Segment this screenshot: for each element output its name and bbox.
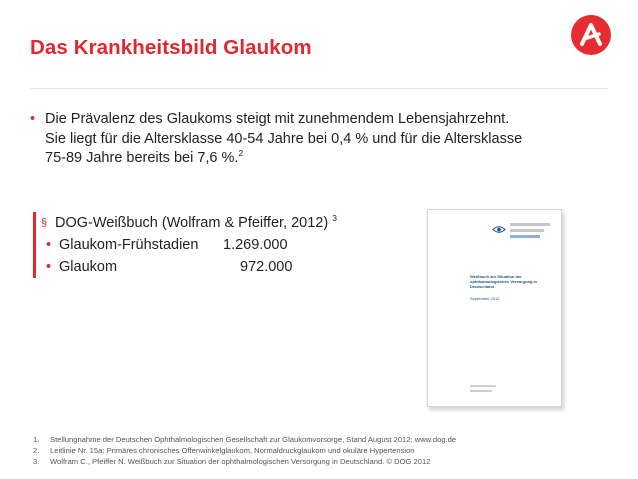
- eye-logo-icon: [492, 225, 506, 234]
- cover-header-line: [510, 229, 544, 232]
- intro-line-3: [30, 149, 600, 169]
- item-value: 972.000: [240, 259, 293, 275]
- dog-logo-icon: [571, 15, 611, 55]
- footnote-1: [33, 434, 613, 445]
- footnote-3: [33, 456, 613, 467]
- intro-line-2: Sie liegt für die Altersklasse 40-54 Jahre bei 0,4 % und für die Altersklasse: [45, 130, 523, 147]
- whitebook-cover-image: [427, 209, 562, 407]
- list-item-glaucoma: [41, 256, 395, 278]
- bullet-marker: •: [30, 111, 36, 127]
- intro-bullet: [30, 110, 600, 169]
- title-divider: [30, 88, 608, 89]
- cover-title: Weißbuch zur Situation der ophthalmologischen Versorgung in Deutschland: [470, 274, 538, 289]
- footnote-number: 3.: [33, 457, 40, 467]
- item-label: Glaukom-Frühstadien: [59, 237, 199, 253]
- dog-heading-row: [41, 212, 395, 234]
- dog-footnote-ref: 3: [332, 213, 337, 223]
- dog-heading: DOG-Weißbuch (Wolfram & Pfeiffer, 2012): [55, 215, 329, 231]
- intro-text-3: 75-89 Jahre bereits bei 7,6 %.: [45, 150, 239, 166]
- footnote-number: 2.: [33, 446, 40, 456]
- item-value: 1.269.000: [223, 237, 288, 253]
- footnote-text: Leitlinie Nr. 15a: Primäres chronisches Offenwinkelglaukom, Normaldruckglaukom und okuläre Hypertension: [50, 446, 415, 456]
- bullet-marker: •: [46, 259, 52, 275]
- cover-date: September 2012: [470, 296, 500, 301]
- footnote-text: Wolfram C., Pfeiffer N. Weißbuch zur Situation der ophthalmologischen Versorgung in Deutschland. © DOG 2012: [50, 457, 431, 467]
- intro-footnote-ref: 2: [238, 148, 244, 158]
- bullet-marker: •: [46, 237, 52, 253]
- cover-header-line: [510, 235, 540, 238]
- slide-title: Das Krankheitsbild Glaukom: [30, 36, 312, 59]
- intro-text-1: Die Prävalenz des Glaukoms steigt mit zunehmendem Lebensjahrzehnt.: [45, 111, 510, 127]
- dog-whitebook-section: [33, 212, 395, 278]
- item-label: Glaukom: [59, 259, 118, 275]
- footnote-2: [33, 445, 613, 456]
- footnotes: [33, 434, 613, 468]
- section-marker: §: [41, 217, 48, 229]
- cover-author-line: [470, 385, 496, 387]
- cover-header-line: [510, 223, 550, 226]
- cover-author-line: [470, 390, 492, 392]
- list-item-early-stage: [41, 234, 395, 256]
- footnote-text: Stellungnahme der Deutschen Ophthalmologischen Gesellschaft zur Glaukomvorsorge, Stand August 2012; www.dog.de: [50, 435, 457, 444]
- intro-line-1: [30, 110, 600, 130]
- footnote-number: 1.: [33, 435, 40, 444]
